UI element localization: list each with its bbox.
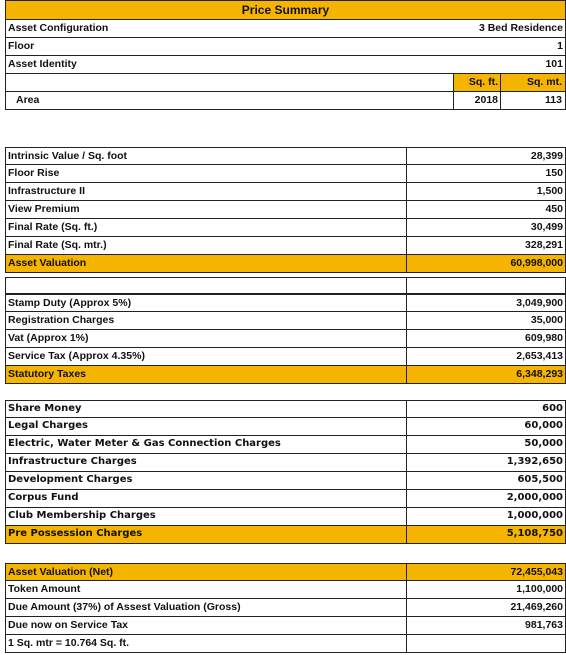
area-header-row (5, 74, 566, 92)
charge-value: 605,500 (517, 474, 563, 485)
sqft-value: 2018 (474, 94, 498, 106)
valuation-value-cell (406, 201, 565, 218)
charge-label: Development Charges (8, 474, 133, 485)
valuation-total-label: Asset Valuation (8, 257, 87, 269)
summary-label: Asset Valuation (Net) (8, 566, 114, 578)
tax-value: 3,049,900 (516, 297, 563, 309)
valuation-value: 450 (545, 203, 563, 215)
sqmt-header-cell (500, 74, 565, 91)
summary-value-cell (406, 635, 565, 652)
empty-value-cell (406, 278, 565, 293)
tax-label: Registration Charges (8, 314, 115, 326)
valuation-row (5, 201, 566, 219)
summary-row (5, 581, 566, 599)
summary-row (5, 599, 566, 617)
tax-label: Vat (Approx 1%) (8, 332, 89, 344)
tax-label: Stamp Duty (Approx 5%) (8, 297, 132, 309)
charge-value: 1,392,650 (506, 456, 563, 467)
summary-value: 21,469,260 (510, 601, 563, 613)
charge-row (5, 508, 566, 526)
tax-total-value: 6,348,293 (516, 368, 563, 380)
valuation-value-cell (406, 165, 565, 182)
empty-row (5, 277, 566, 294)
summary-value: 72,455,043 (510, 566, 563, 578)
charge-label: Electric, Water Meter & Gas Connection Charges (8, 438, 281, 449)
charge-value: 50,000 (524, 438, 563, 449)
charge-label: Club Membership Charges (8, 510, 156, 521)
sqft-header: Sq. ft. (468, 76, 498, 88)
tax-value: 609,980 (525, 332, 563, 344)
tax-label: Service Tax (Approx 4.35%) (8, 350, 145, 362)
summary-value: 1,100,000 (516, 583, 563, 595)
sqmt-value-cell (500, 92, 565, 109)
valuation-value: 28,399 (530, 150, 563, 162)
tax-row (5, 294, 566, 312)
charge-label: Infrastructure Charges (8, 456, 137, 467)
valuation-row (5, 183, 566, 201)
valuation-total-value: 60,998,000 (510, 257, 563, 269)
charge-label: Corpus Fund (8, 492, 79, 503)
summary-net-row (5, 563, 566, 581)
valuation-label: Final Rate (Sq. ft.) (8, 221, 98, 233)
valuation-row (5, 219, 566, 237)
charge-row (5, 490, 566, 508)
summary-value: 981,763 (525, 619, 563, 631)
spacer-row (5, 277, 566, 294)
valuation-value: 30,499 (530, 221, 563, 233)
conversion-note: 1 Sq. mtr = 10.764 Sq. ft. (8, 637, 130, 649)
valuation-value: 1,500 (536, 185, 563, 197)
valuation-label: Intrinsic Value / Sq. foot (8, 150, 128, 162)
conversion-note-row (5, 635, 566, 653)
charge-label: Legal Charges (8, 420, 88, 431)
sqmt-header: Sq. mt. (526, 76, 562, 88)
sqft-header-cell (453, 74, 501, 91)
sqft-value-cell (453, 92, 501, 109)
tax-row (5, 348, 566, 366)
config-row (5, 38, 566, 56)
charge-row (5, 436, 566, 454)
config-table (5, 20, 566, 110)
charge-value: 2,000,000 (506, 492, 563, 503)
tax-value: 35,000 (530, 314, 563, 326)
charge-row (5, 454, 566, 472)
valuation-label: Floor Rise (8, 167, 60, 179)
charges-table (5, 400, 566, 544)
summary-row (5, 617, 566, 635)
charges-total-row (5, 526, 566, 544)
charges-total-label: Pre Possession Charges (8, 528, 143, 539)
config-value: 101 (545, 58, 563, 70)
charge-value: 1,000,000 (506, 510, 563, 521)
config-label: Floor (8, 40, 35, 52)
charge-row (5, 472, 566, 490)
config-label: Asset Identity (8, 58, 77, 70)
tax-total-row (5, 366, 566, 384)
valuation-total-row (5, 255, 566, 273)
valuation-row (5, 237, 566, 255)
taxes-table (5, 294, 566, 384)
summary-label: Due now on Service Tax (8, 619, 129, 631)
tax-row (5, 330, 566, 348)
valuation-row (5, 165, 566, 183)
valuation-value: 328,291 (525, 239, 563, 251)
tax-value: 2,653,413 (516, 350, 563, 362)
price-summary-title (5, 0, 566, 20)
valuation-table (5, 147, 566, 273)
area-row (5, 92, 566, 110)
tax-row (5, 312, 566, 330)
summary-label: Due Amount (37%) of Assest Valuation (Gross) (8, 601, 241, 613)
area-label: Area (16, 94, 40, 106)
title-text: Price Summary (241, 3, 330, 17)
config-value: 3 Bed Residence (478, 22, 563, 34)
config-label: Asset Configuration (8, 22, 109, 34)
charge-label: Share Money (8, 403, 82, 414)
sqmt-value: 113 (545, 94, 562, 106)
summary-table (5, 563, 566, 653)
charges-total-value: 5,108,750 (506, 528, 563, 539)
summary-label: Token Amount (8, 583, 81, 595)
charge-value: 60,000 (524, 420, 563, 431)
valuation-label: Infrastructure II (8, 185, 86, 197)
charge-value: 600 (542, 403, 563, 414)
valuation-value: 150 (545, 167, 563, 179)
charge-row (5, 418, 566, 436)
valuation-row (5, 147, 566, 165)
config-row (5, 20, 566, 38)
config-value: 1 (557, 40, 563, 52)
config-row (5, 56, 566, 74)
tax-total-label: Statutory Taxes (8, 368, 86, 380)
valuation-label: View Premium (8, 203, 80, 215)
charge-row (5, 400, 566, 418)
valuation-label: Final Rate (Sq. mtr.) (8, 239, 107, 251)
